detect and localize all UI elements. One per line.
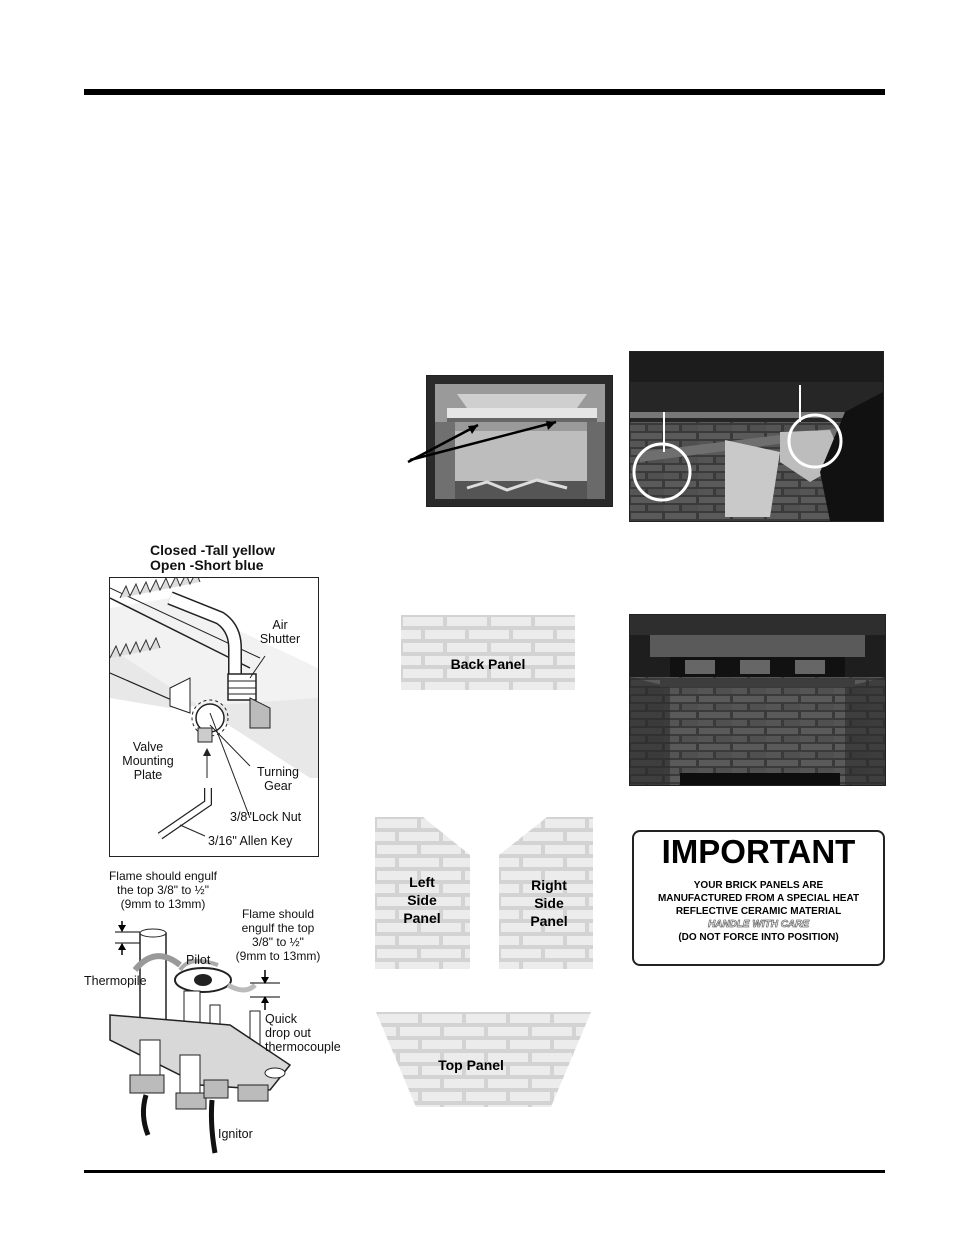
important-line-1: YOUR BRICK PANELS ARE [693,880,824,891]
bottom-rule [84,1170,885,1173]
air-shutter-caption [150,543,275,573]
back-panel-label: Back Panel [450,656,526,672]
caption-open: Open -Short blue [150,557,264,573]
important-line-5: (DO NOT FORCE INTO POSITION) [678,932,839,943]
flame-note-right: Flame should engulf the top 3/8" to ½" (9mm to 13mm) [235,907,321,963]
rail-installation-photo [629,351,884,522]
pilot-label: Pilot [186,953,211,967]
allen-key-label: 3/16" Allen Key [208,834,293,848]
valve-mounting-plate-label: Valve Mounting Plate [122,740,174,782]
pointer-arrows [400,410,570,470]
turning-gear-label: Turning Gear [257,765,299,793]
lock-nut-label: 3/8"Lock Nut [230,810,302,824]
right-side-panel-label: Right Side Panel [530,877,568,929]
thermopile-label: Thermopile [84,974,147,988]
thermocouple-label: Quick drop out thermocouple [265,1012,341,1054]
important-line-4: HANDLE WITH CARE [707,919,810,930]
air-shutter-label: Air Shutter [259,618,301,646]
brick-firebox-photo [629,614,886,786]
air-shutter-diagram [109,577,319,857]
important-heading: IMPORTANT [661,833,856,870]
ignitor-label: Ignitor [218,1127,253,1141]
top-panel-label: Top Panel [438,1057,504,1073]
back-panel-illustration [401,615,575,690]
caption-closed: Closed -Tall yellow [150,542,275,558]
important-notice [632,830,885,966]
flame-note-left: Flame should engulf the top 3/8" to ½" (9mm to 13mm) [108,869,218,911]
important-line-3: REFLECTIVE CERAMIC MATERIAL [675,906,842,917]
left-side-panel-label: Left Side Panel [403,874,441,926]
important-line-2: MANUFACTURED FROM A SPECIAL HEAT [657,893,860,904]
top-rule [84,89,885,95]
